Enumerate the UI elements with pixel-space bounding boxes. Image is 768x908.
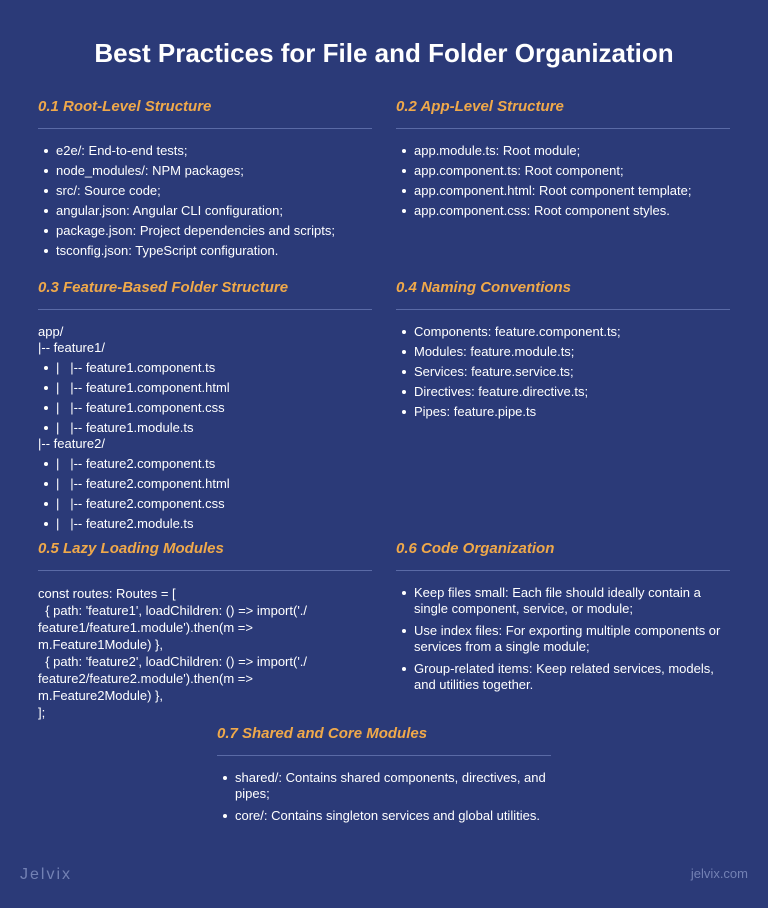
list-item: Services: feature.service.ts;	[396, 364, 730, 380]
page-title: Best Practices for File and Folder Organization	[94, 38, 674, 68]
section-lazy-loading-modules	[38, 540, 372, 721]
code-block	[38, 585, 372, 721]
divider	[396, 570, 730, 571]
section-heading: 0.4 Naming Conventions	[396, 279, 572, 296]
list-item: e2e/: End-to-end tests;	[38, 143, 372, 159]
brand-logo: Jelvix	[20, 866, 73, 883]
folder-group: |-- feature1/	[38, 340, 105, 355]
list-item: | |-- feature2.component.css	[38, 496, 372, 512]
list-item: app.component.html: Root component template;	[396, 183, 730, 199]
list-item: | |-- feature2.component.ts	[38, 456, 372, 472]
list-item: Modules: feature.module.ts;	[396, 344, 730, 360]
list-item: core/: Contains singleton services and global utilities.	[217, 808, 551, 824]
list-item: | |-- feature1.component.html	[38, 380, 372, 396]
code-line: m.Feature2Module) },	[38, 688, 164, 703]
folder-group: |-- feature2/	[38, 436, 105, 451]
list-item: app.component.ts: Root component;	[396, 163, 730, 179]
divider	[396, 128, 730, 129]
bullet-list	[217, 770, 551, 824]
bullet-list	[38, 360, 372, 436]
code-line: { path: 'feature2', loadChildren: () => import('./	[38, 654, 308, 669]
section-heading: 0.2 App-Level Structure	[396, 98, 564, 115]
list-item: Components: feature.component.ts;	[396, 324, 730, 340]
list-item: Pipes: feature.pipe.ts	[396, 404, 730, 420]
divider	[396, 309, 730, 310]
divider	[38, 570, 372, 571]
bullet-list	[396, 324, 730, 420]
list-item: Group-related items: Keep related services, models, and utilities together.	[396, 661, 730, 693]
list-item: | |-- feature2.module.ts	[38, 516, 372, 532]
section-feature-based-folder-structure	[38, 279, 372, 536]
list-item: | |-- feature2.component.html	[38, 476, 372, 492]
list-item: | |-- feature1.component.css	[38, 400, 372, 416]
section-heading: 0.1 Root-Level Structure	[38, 98, 212, 115]
section-heading: 0.6 Code Organization	[396, 540, 555, 557]
code-line: feature2/feature2.module').then(m =>	[38, 671, 253, 686]
section-code-organization	[396, 540, 730, 697]
section-shared-and-core-modules	[217, 725, 551, 828]
code-line: feature1/feature1.module').then(m =>	[38, 620, 253, 635]
code-line: m.Feature1Module) },	[38, 637, 164, 652]
list-item: src/: Source code;	[38, 183, 372, 199]
code-line: ];	[38, 705, 46, 720]
folder-root: app/	[38, 324, 64, 339]
section-heading: 0.3 Feature-Based Folder Structure	[38, 279, 289, 296]
list-item: | |-- feature1.module.ts	[38, 420, 372, 436]
list-item: Directives: feature.directive.ts;	[396, 384, 730, 400]
bullet-list	[396, 143, 730, 219]
list-item: node_modules/: NPM packages;	[38, 163, 372, 179]
list-item: app.component.css: Root component styles.	[396, 203, 730, 219]
list-item: | |-- feature1.component.ts	[38, 360, 372, 376]
code-line: { path: 'feature1', loadChildren: () => import('./	[38, 603, 308, 618]
divider	[217, 755, 551, 756]
list-item: Use index files: For exporting multiple components or services from a single module;	[396, 623, 730, 655]
bullet-list	[38, 143, 372, 259]
divider	[38, 128, 372, 129]
section-heading: 0.7 Shared and Core Modules	[217, 725, 428, 742]
bullet-list	[396, 585, 730, 693]
divider	[38, 309, 372, 310]
list-item: app.module.ts: Root module;	[396, 143, 730, 159]
section-naming-conventions	[396, 279, 730, 424]
section-app-level-structure	[396, 98, 730, 223]
code-line: const routes: Routes = [	[38, 586, 176, 601]
section-root-level-structure	[38, 98, 372, 263]
list-item: package.json: Project dependencies and scripts;	[38, 223, 372, 239]
list-item: tsconfig.json: TypeScript configuration.	[38, 243, 372, 259]
list-item: Keep files small: Each file should ideally contain a single component, service, or module;	[396, 585, 730, 617]
list-item: angular.json: Angular CLI configuration;	[38, 203, 372, 219]
section-heading: 0.5 Lazy Loading Modules	[38, 540, 224, 557]
bullet-list	[38, 456, 372, 532]
list-item: shared/: Contains shared components, directives, and pipes;	[217, 770, 551, 802]
website-url: jelvix.com	[690, 866, 748, 881]
